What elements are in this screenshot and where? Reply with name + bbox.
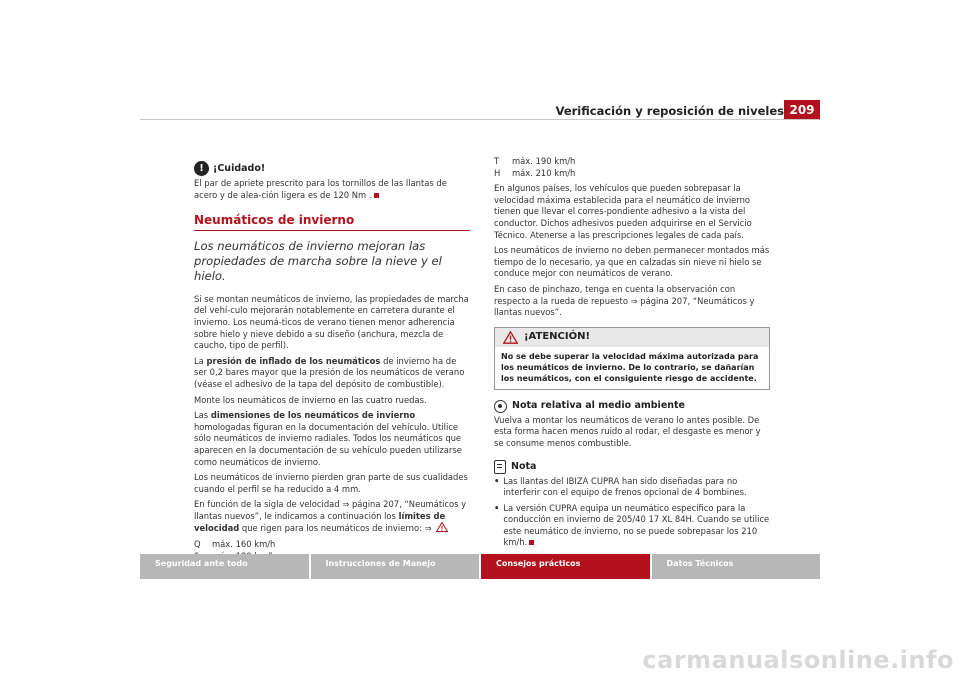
speed-row: H máx. 210 km/h — [494, 167, 576, 178]
exclamation-icon: ! — [194, 161, 209, 176]
list-item: • La versión CUPRA equipa un neumático específico para la conducción en invierno de 205/40 17 XL 84H. Cuando se utilice este neumático de invierno, no se puede sobrepasar los 210 km/h. — [494, 502, 770, 548]
tab-consejos[interactable]: Consejos prácticos — [481, 554, 650, 579]
page-number: 209 — [784, 100, 820, 120]
attention-title: ¡ATENCIÓN! — [524, 331, 591, 343]
bullet-icon: • — [494, 475, 500, 486]
note-header — [494, 460, 770, 474]
paragraph-6: En función de la sigla de velocidad ⇒ página 207, “Neumáticos y llantas nuevos”, le indicamos a continuación los límites de velocidad que rigen para los neumáticos de invierno: ⇒ — [194, 499, 467, 534]
paragraph-2: La presión de inflado de los neumáticos de invierno ha de ser 0,2 bares mayor que la presión de los neumáticos de verano (véase el adhesivo de la tapa del depósito de combustible). — [194, 355, 465, 389]
attention-text: No se debe superar la velocidad máxima autorizada para los neumáticos de invierno. De lo contrario, se dañarían los neumáticos, con el consiguiente riesgo de accidente. — [501, 351, 759, 383]
environment-icon — [494, 400, 507, 413]
environment-header — [494, 400, 770, 413]
paragraph-2: Los neumáticos de invierno no deben permanecer montados más tiempo de lo necesario, ya que en calzadas sin nieve ni hielo se conduce mejor con neumáticos de verano. — [494, 245, 770, 279]
speed-row: Q máx. 160 km/h — [194, 539, 276, 550]
caution-header — [194, 161, 470, 176]
warning-triangle-icon — [503, 331, 518, 344]
footer-tabs — [140, 554, 820, 579]
tab-datos[interactable]: Datos Técnicos — [652, 554, 821, 579]
header-divider — [140, 119, 820, 120]
caution-text: El par de apriete prescrito para los tornillos de las llantas de acero y de alea-ción ligera es de 120 Nm . — [194, 178, 447, 200]
right-column — [494, 156, 770, 553]
section-title: Neumáticos de invierno — [194, 215, 470, 231]
section-subtitle: Los neumáticos de invierno mejoran las propiedades de marcha sobre la nieve y el hielo. — [194, 238, 442, 283]
attention-header — [495, 328, 769, 347]
speed-row: T máx. 190 km/h — [494, 156, 576, 166]
list-item: • Las llantas del IBIZA CUPRA han sido diseñadas para no interferir con el equipo de frenos opcional de 4 bombines. — [494, 475, 747, 498]
paragraph-1: En algunos países, los vehículos que pueden sobrepasar la velocidad máxima establecida para el neumático de invierno tienen que llevar el corres-pondiente adhesivo a la vista del conductor. Dichos adhesivos pueden adquirirse en el Servicio Técnico. Atenerse a las prescripciones legales de cada país. — [494, 183, 752, 240]
tab-seguridad[interactable]: Seguridad ante todo — [140, 554, 309, 579]
paragraph-3: Monte los neumáticos de invierno en las cuatro ruedas. — [194, 394, 427, 405]
page-header-title: Verificación y reposición de niveles — [555, 104, 784, 118]
left-column — [194, 161, 470, 562]
note-title: Nota — [511, 460, 537, 472]
paragraph-3: En caso de pinchazo, tenga en cuenta la observación con respecto a la rueda de repuesto ⇒ página 207, “Neumáticos y llantas nuevos”. — [494, 283, 755, 318]
end-marker-icon — [374, 193, 379, 198]
note-icon — [494, 460, 506, 474]
paragraph-1: Si se montan neumáticos de invierno, las propiedades de marcha del vehí-culo mejorarán notablemente en carretera durante el invierno. Los neumá-ticos de verano tienen menor adherencia sobre hielo y nieve debido a su diseño (anchura, mezcla de caucho, tipo de perfil). — [194, 293, 469, 351]
warning-triangle-icon — [436, 522, 448, 532]
paragraph-5: Los neumáticos de invierno pierden gran parte de sus cualidades cuando el perfil se ha reducido a 4 mm. — [194, 472, 468, 494]
tab-instrucciones[interactable]: Instrucciones de Manejo — [311, 554, 480, 579]
bullet-icon: • — [494, 502, 500, 513]
environment-title: Nota relativa al medio ambiente — [512, 400, 686, 412]
end-marker-icon — [529, 540, 534, 545]
caution-title: ¡Cuidado! — [213, 162, 266, 174]
paragraph-4: Las dimensiones de los neumáticos de invierno homologadas figuran en la documentación del vehículo. Utilice sólo neumáticos de invierno radiales. Todos los neumáticos que aparecen en la documentación de su vehículo pueden utilizarse como neumáticos de invierno. — [194, 410, 462, 467]
watermark: carmanualsonline.info — [642, 646, 954, 674]
attention-box — [494, 327, 770, 390]
environment-text: Vuelva a montar los neumáticos de verano lo antes posible. De esta forma hacen menos ruido al rodar, el desgaste es menor y se consume menos combustible. — [494, 414, 761, 448]
